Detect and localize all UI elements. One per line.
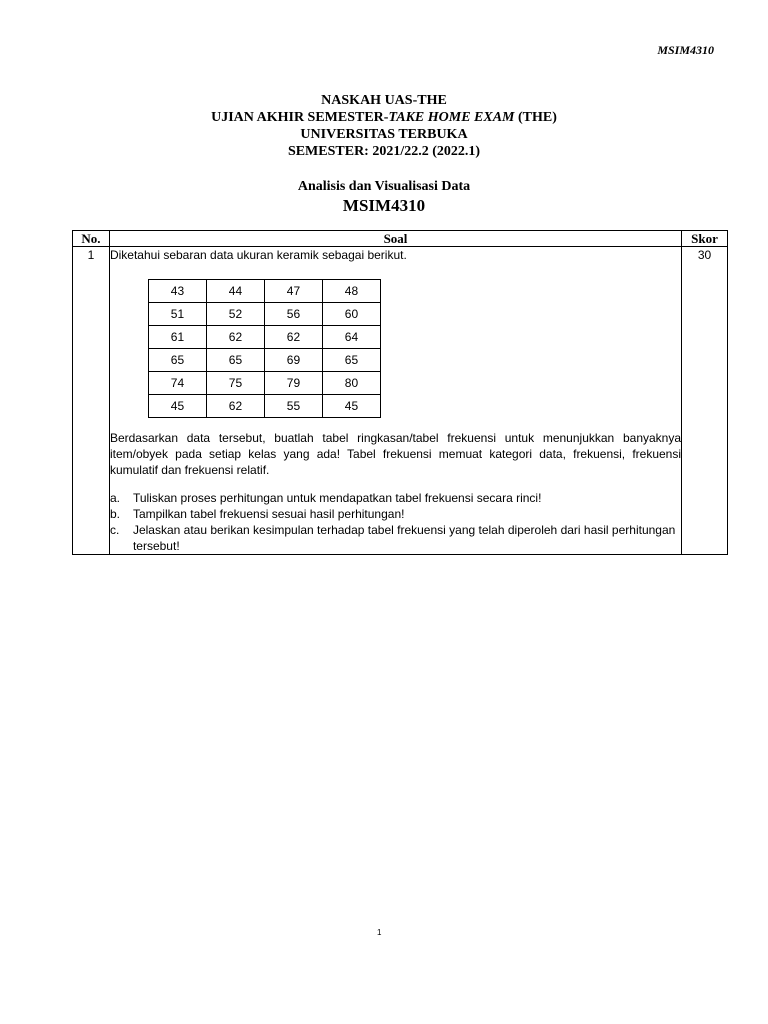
data-cell: 79 [264,372,322,395]
data-cell: 52 [206,303,264,326]
data-cell: 43 [148,280,206,303]
data-row [148,372,380,395]
data-cell: 45 [322,395,380,418]
university-name: UNIVERSITAS TERBUKA [300,127,468,142]
exam-type-suffix: (THE) [514,110,557,125]
question-table-header [73,231,728,247]
question-row [73,247,728,555]
data-cell: 48 [322,280,380,303]
task-item [110,506,681,522]
exam-type [0,109,768,126]
data-cell: 45 [148,395,206,418]
data-cell: 47 [264,280,322,303]
data-row [148,303,380,326]
data-cell: 62 [264,326,322,349]
question-table [72,230,728,555]
task-item [110,522,681,554]
data-cell: 65 [206,349,264,372]
question-score: 30 [682,247,728,555]
task-marker: c. [109,523,120,537]
data-row [148,395,380,418]
data-cell: 80 [322,372,380,395]
data-row [148,280,380,303]
task-text: Tuliskan proses perhitungan untuk mendapatkan tabel frekuensi secara rinci! [132,491,542,505]
question-intro: Diketahui sebaran data ukuran keramik sebagai berikut. [109,248,407,262]
header-skor: Skor [682,231,728,247]
data-cell: 65 [148,349,206,372]
data-cell: 55 [264,395,322,418]
page-number: 1 [377,928,382,937]
data-cell: 60 [322,303,380,326]
data-cell: 74 [148,372,206,395]
question-paragraph: Berdasarkan data tersebut, buatlah tabel ringkasan/tabel frekuensi untuk menunjukkan banyaknya item/obyek pada setiap kelas yang ada! Tabel frekuensi memuat kategori data, frekuensi, frekuensi kumulatif dan frekuensi relatif. [109,431,682,477]
document-header [0,92,768,216]
data-cell: 65 [322,349,380,372]
data-cell: 62 [206,395,264,418]
data-cell: 44 [206,280,264,303]
task-list [110,490,681,554]
data-cell: 69 [264,349,322,372]
subject-code: MSIM4310 [342,196,426,215]
data-cell: 75 [206,372,264,395]
question-body [109,247,681,555]
data-row [148,326,380,349]
ceramic-data-table [148,279,381,418]
exam-type-italic: TAKE HOME EXAM [388,110,515,125]
data-cell: 64 [322,326,380,349]
task-marker: a. [109,491,120,505]
data-cell: 62 [206,326,264,349]
data-cell: 56 [264,303,322,326]
task-text: Jelaskan atau berikan kesimpulan terhadap tabel frekuensi yang telah diperoleh dari hasil perhitungan tersebut! [132,523,676,553]
task-marker: b. [109,507,120,521]
data-row [148,349,380,372]
semester-label: SEMESTER: 2021/22.2 (2022.1) [287,144,481,159]
header-soal: Soal [109,231,681,247]
header-course-code: MSIM4310 [657,43,714,57]
exam-type-prefix: UJIAN AKHIR SEMESTER- [211,110,389,125]
exam-title: NASKAH UAS-THE [321,93,447,108]
question-number: 1 [73,247,110,555]
data-cell: 51 [148,303,206,326]
subject-title: Analisis dan Visualisasi Data [297,179,471,194]
task-text: Tampilkan tabel frekuensi sesuai hasil perhitungan! [132,507,405,521]
data-cell: 61 [148,326,206,349]
task-item [110,490,681,506]
header-no: No. [73,231,110,247]
